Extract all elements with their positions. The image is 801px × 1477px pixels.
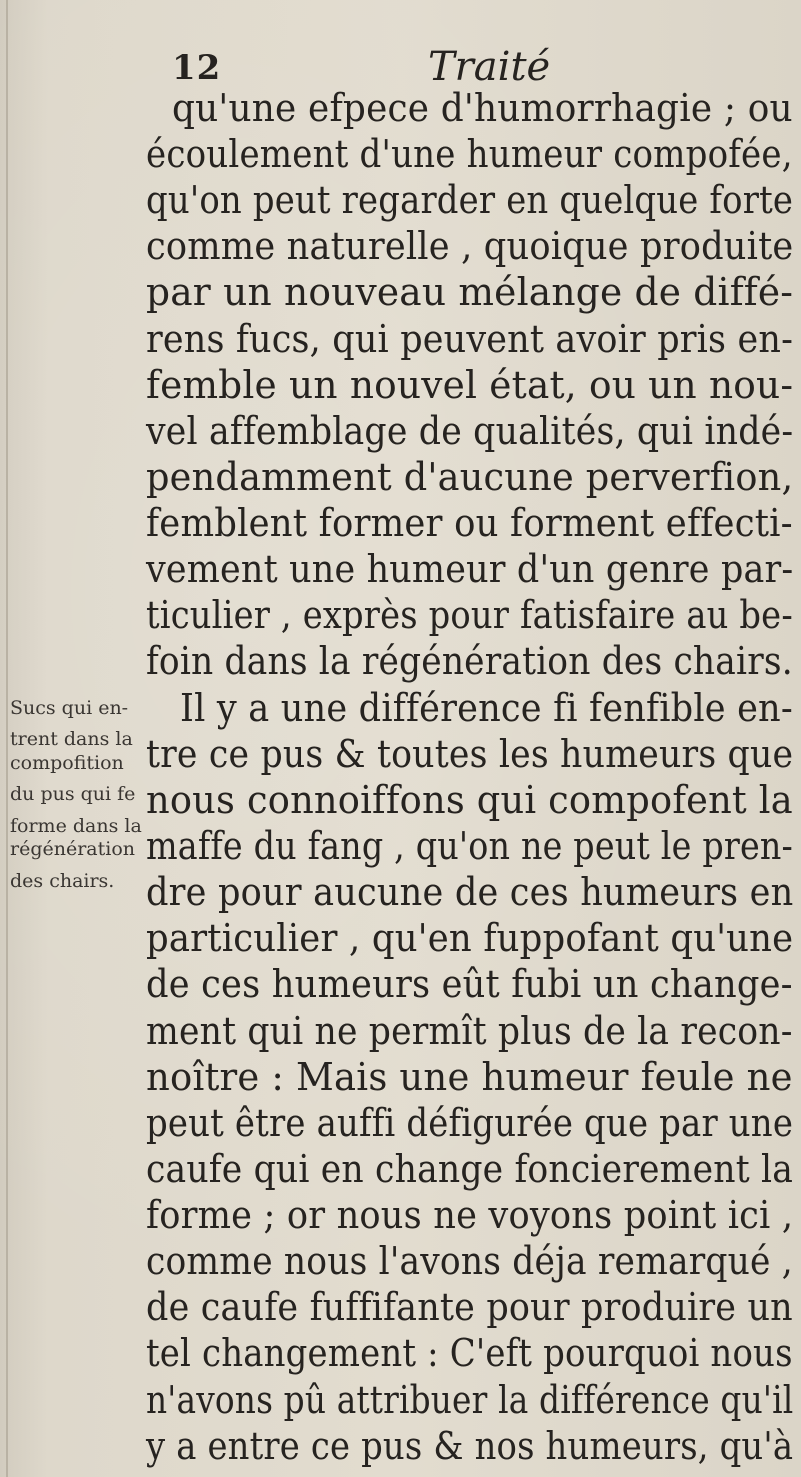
- text-line: vel affemblage de qualités, qui indé-: [146, 409, 794, 453]
- page-number: 12: [172, 48, 222, 88]
- text-line: par un nouveau mélange de diffé-: [146, 270, 794, 314]
- text-line: de ces humeurs eût fubi un change-: [146, 962, 793, 1006]
- text-line: pendamment d'aucune perverfion,: [146, 455, 794, 499]
- text-line: femble un nouvel état, ou un nou-: [146, 363, 794, 407]
- text-line: n'avons pû attribuer la différence qu'il: [146, 1378, 794, 1422]
- text-line: ment qui ne permît plus de la recon-: [146, 1009, 793, 1053]
- text-line: maffe du fang , qu'on ne peut le pren-: [146, 824, 794, 868]
- margin-note-line: régénération: [10, 838, 136, 860]
- text-line: dre pour aucune de ces humeurs en: [146, 870, 794, 914]
- text-line: comme nous l'avons déja remarqué ,: [146, 1239, 793, 1283]
- text-line: foin dans la régénération des chairs.: [146, 639, 793, 683]
- text-line: vement une humeur d'un genre par-: [146, 547, 794, 591]
- text-line: nous connoiffons qui compofent la: [146, 778, 793, 822]
- text-line: tel changement : C'eft pourquoi nous: [146, 1331, 793, 1375]
- running-title: Traité: [428, 44, 551, 90]
- text-line: caufe qui en change foncierement la: [146, 1147, 794, 1191]
- text-line: femblent former ou forment effecti-: [146, 501, 793, 545]
- margin-note-line: forme dans la: [10, 815, 142, 837]
- text-line: y a entre ce pus & nos humeurs, qu'à: [146, 1424, 794, 1468]
- text-line: qu'une efpece d'humorrhagie ; ou: [172, 86, 793, 130]
- text-line: écoulement d'une humeur compofée,: [146, 132, 793, 176]
- margin-note-line: trent dans la: [10, 728, 133, 750]
- text-line: particulier , qu'en fuppofant qu'une: [146, 916, 794, 960]
- text-line: tre ce pus & toutes les humeurs que: [146, 732, 794, 776]
- text-line: qu'on peut regarder en quelque forte: [146, 178, 794, 222]
- text-line: Il y a une différence fi fenfible en-: [180, 686, 793, 730]
- text-line: comme naturelle , quoique produite: [146, 224, 794, 268]
- margin-note-line: du pus qui fe: [10, 783, 136, 805]
- text-line: noître : Mais une humeur feule ne: [146, 1055, 793, 1099]
- margin-note-line: Sucs qui en-: [10, 697, 129, 719]
- margin-note-line: compofition: [10, 752, 124, 774]
- text-line: de caufe fuffifante pour produire un: [146, 1285, 793, 1329]
- text-line: ticulier , exprès pour fatisfaire au be-: [146, 593, 793, 637]
- text-line: forme ; or nous ne voyons point ici ,: [146, 1193, 794, 1237]
- text-line: rens fucs, qui peuvent avoir pris en-: [146, 317, 794, 361]
- margin-note-line: des chairs.: [10, 870, 115, 892]
- text-line: peut être auffi défigurée que par une: [146, 1101, 794, 1145]
